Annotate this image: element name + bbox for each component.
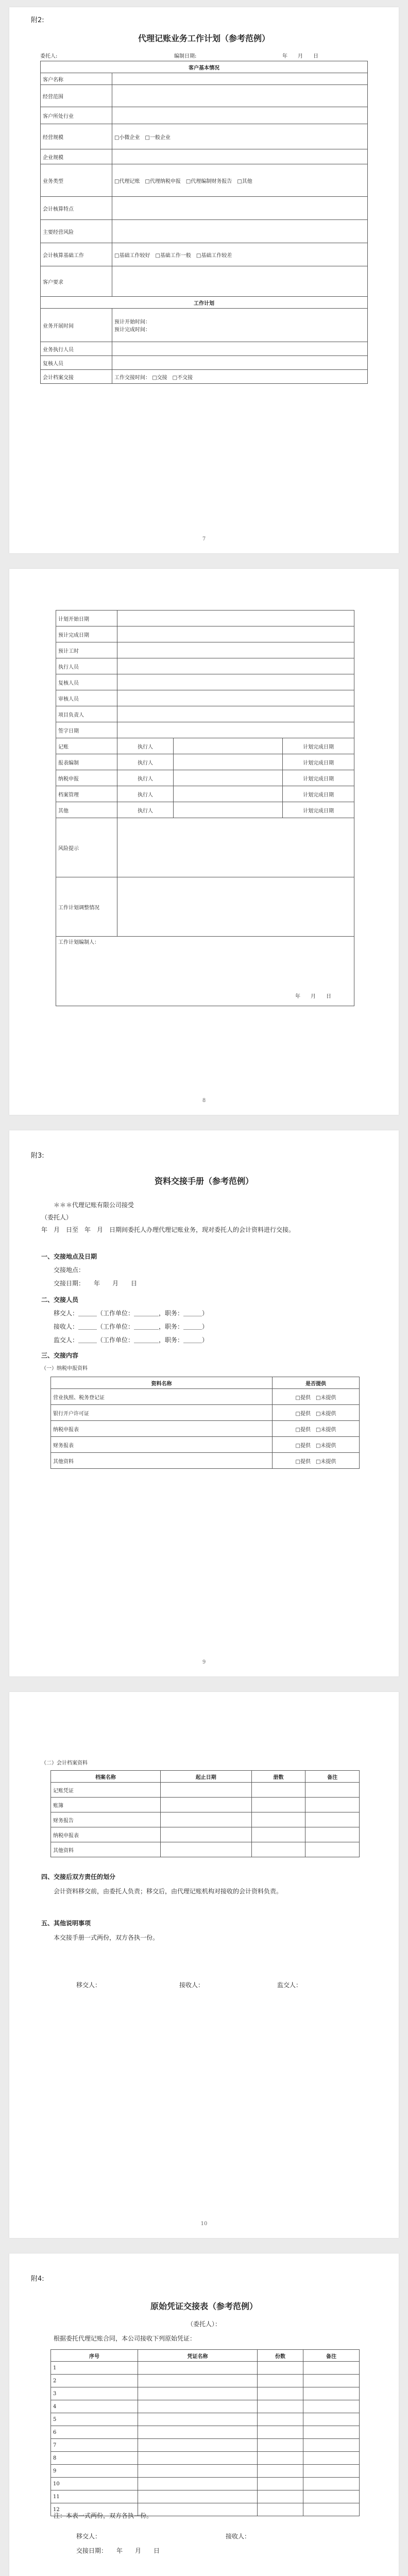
- row-label: 业务开展时间: [41, 309, 112, 342]
- page-number: 9: [202, 1659, 206, 1665]
- note: 本交接手册一式两份，双方各执一份。: [54, 1934, 159, 1941]
- intro-b: （委托人）: [41, 1214, 73, 1221]
- row-value[interactable]: [112, 107, 368, 124]
- page-number: 8: [202, 1098, 206, 1104]
- row-value[interactable]: [117, 722, 354, 738]
- row-label: 计划开始日期: [56, 611, 117, 626]
- row-label: 签字日期: [56, 722, 117, 738]
- intro: 根据委托代理记账合同，本公司接收下列原始凭证：: [54, 2335, 196, 2342]
- row-label: 报表编制: [56, 754, 117, 770]
- row-label: 复核人员: [41, 356, 112, 370]
- row-value[interactable]: [112, 266, 368, 297]
- row-value[interactable]: [112, 73, 368, 85]
- section-basic: 客户基本情况: [41, 61, 368, 73]
- page-2: [9, 569, 399, 1115]
- row-value[interactable]: [117, 658, 354, 674]
- row-label: 纳税申报: [56, 770, 117, 786]
- heading-5: 五、其他说明事项: [41, 1920, 91, 1927]
- meta-date: 年 月 日: [282, 54, 318, 59]
- signature-cell[interactable]: 工作计划编制人： 年 月 日: [56, 937, 354, 1006]
- row-value[interactable]: [112, 197, 368, 220]
- row-label: 复核人员: [56, 674, 117, 690]
- heading-4: 四、交接后双方责任的划分: [41, 1873, 116, 1880]
- signature-receive[interactable]: 接收人：: [226, 2533, 251, 2540]
- row-label: 客户所处行业: [41, 107, 112, 124]
- row-label: 预计工时: [56, 642, 117, 658]
- row-label: 档案管理: [56, 786, 117, 802]
- page-1: [9, 7, 399, 553]
- row-label: 客户名称: [41, 73, 112, 85]
- row-label: 预计完成日期: [56, 626, 117, 642]
- section-work: 工作计划: [41, 297, 368, 309]
- page-title: 资料交接手册（参考范例）: [154, 1176, 253, 1186]
- row-value[interactable]: [117, 626, 354, 642]
- page-number: 10: [200, 2221, 208, 2227]
- tax-table: 资料名称 是否提供 营业执照、税务登记证 □提供 □未提供 银行开户许可证 □提供 □未提供 纳税申报表 □提供 □未提供 财务报表 □提供 □未提供 其他资料 □提供 □未提供: [50, 1377, 360, 1469]
- row-label: 其他: [56, 802, 117, 818]
- row-label: 风险提示: [56, 818, 117, 877]
- row-value[interactable]: [117, 818, 354, 877]
- date[interactable]: 交接日期： 年 月 日: [54, 1280, 138, 1287]
- receive[interactable]: 接收人：＿＿＿（工作单位：＿＿＿＿，职务：＿＿＿）: [54, 1323, 209, 1330]
- row-label: 会计档案交接: [41, 370, 112, 384]
- signature-handover[interactable]: 移交人：: [76, 1981, 101, 1989]
- subtitle: （委托人）：: [186, 2320, 221, 2328]
- row-value[interactable]: [117, 706, 354, 722]
- page-title: 原始凭证交接表（参考范例）: [150, 2301, 258, 2311]
- row-value[interactable]: [112, 356, 368, 370]
- signature-handover[interactable]: 移交人：: [76, 2533, 101, 2540]
- note: 注：本表一式两份，双方各执一份。: [54, 2512, 153, 2519]
- row-value[interactable]: [117, 642, 354, 658]
- row-value[interactable]: [117, 690, 354, 706]
- heading-2: 二、交接人员: [41, 1296, 79, 1303]
- row-label: 业务执行人员: [41, 342, 112, 356]
- row-value[interactable]: 工作交接时间： □交接 □不交接: [112, 370, 368, 384]
- row-label: 客户要求: [41, 266, 112, 297]
- place[interactable]: 交接地点：: [54, 1266, 85, 1274]
- row-value[interactable]: [117, 611, 354, 626]
- sub-2: （二）会计档案资料: [41, 1760, 88, 1766]
- row-label: 审核人员: [56, 690, 117, 706]
- row-value[interactable]: [112, 149, 368, 164]
- plan-table: [40, 61, 368, 384]
- row-label: 主要经营风险: [41, 220, 112, 243]
- heading-3: 三、交接内容: [41, 1352, 79, 1359]
- row-label: 执行人员: [56, 658, 117, 674]
- heading-1: 一、交接地点及日期: [41, 1253, 97, 1260]
- row-value[interactable]: [112, 220, 368, 243]
- row-value[interactable]: [117, 877, 354, 937]
- archive-table: 档案名称 起止日期 册数 备注 记账凭证 账簿 财务报告 纳税申报表 其他资料: [50, 1770, 360, 1857]
- signature-receive[interactable]: 接收人：: [179, 1981, 205, 1989]
- row-value[interactable]: 预计开始时间： 预计完成时间：: [112, 309, 368, 342]
- responsibility: 会计资料移交前，由委托人负责；移交后，由代理记账机构对接收的会计资料负责。: [54, 1888, 283, 1895]
- schedule-table: 计划开始日期 预计完成日期 预计工时 执行人员 复核人员 审核人员 项目负责人 签字日期 记账 执行人 计划完成日期 报表编制 执行人 计划完成日期 纳税申报 执行人 计划完成日期 档案管理 执行人 计划完成日期 其他 执行人 计划完成日期 风险提示 工作计划调整情况 工作计划编制人： 年 月 日: [56, 610, 354, 1006]
- row-label: 会计核算基础工作: [41, 243, 112, 266]
- row-value[interactable]: [112, 85, 368, 107]
- sub-1: （一）纳税申报资料: [41, 1366, 88, 1371]
- row-label: 企业规模: [41, 149, 112, 164]
- attachment-label: 附4:: [31, 2275, 44, 2283]
- supervise[interactable]: 监交人：＿＿＿（工作单位：＿＿＿＿，职务：＿＿＿）: [54, 1336, 209, 1344]
- voucher-table: 序号 凭证名称 份数 备注 1 2 3 4 5 6 7 8 9 10 11 12: [50, 2349, 360, 2516]
- attachment-label: 附3:: [31, 1152, 44, 1160]
- row-value[interactable]: [112, 342, 368, 356]
- row-label: 工作计划调整情况: [56, 877, 117, 937]
- row-value[interactable]: □小微企业 □一般企业: [112, 124, 368, 149]
- attachment-label: 附2:: [31, 16, 44, 24]
- handover-date[interactable]: 交接日期： 年 月 日: [76, 2547, 160, 2554]
- page-3: [9, 1130, 399, 1676]
- row-label: 经营范围: [41, 85, 112, 107]
- row-label: 记账: [56, 738, 117, 754]
- page-number: 7: [202, 536, 206, 542]
- page-4: [9, 1692, 399, 2238]
- intro-a: ＊＊＊代理记账有限公司接受: [54, 1201, 134, 1209]
- row-value[interactable]: □代理记账 □代理纳税申报 □代理编制财务报告 □其他: [112, 164, 368, 197]
- meta-date-label: 编制日期:: [174, 54, 197, 59]
- page-5: [9, 2253, 399, 2576]
- meta-client: 委托人:: [40, 54, 58, 59]
- row-label: 业务类型: [41, 164, 112, 197]
- row-label: 会计核算特点: [41, 197, 112, 220]
- intro-c: 年 月 日至 年 月 日期间委托人办理代理记账业务，现对委托人的会计资料进行交接。: [41, 1226, 295, 1233]
- hand-over[interactable]: 移交人：＿＿＿（工作单位：＿＿＿＿，职务：＿＿＿）: [54, 1310, 209, 1317]
- row-value[interactable]: [117, 674, 354, 690]
- page-title: 代理记账业务工作计划（参考范例）: [138, 33, 270, 43]
- row-value[interactable]: □基础工作较好 □基础工作一般 □基础工作较差: [112, 243, 368, 266]
- row-label: 经营规模: [41, 124, 112, 149]
- row-label: 项目负责人: [56, 706, 117, 722]
- signature-supervise[interactable]: 监交人：: [277, 1981, 302, 1989]
